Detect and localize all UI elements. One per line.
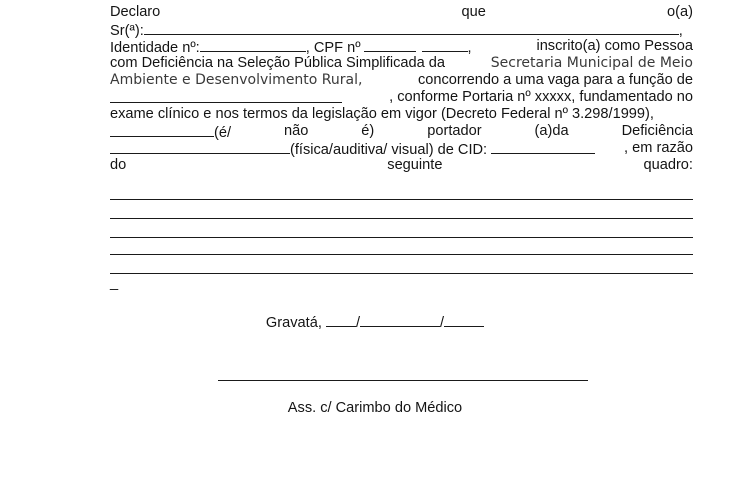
cpf-blank-2 bbox=[422, 38, 468, 52]
signature-line bbox=[218, 380, 588, 381]
date-sep-1: / bbox=[355, 315, 361, 331]
e-text: (é/ bbox=[214, 125, 232, 141]
fill-line-3 bbox=[110, 237, 693, 238]
trailing-underscore bbox=[110, 275, 693, 292]
tipo-blank bbox=[110, 140, 290, 154]
cpf-label: , CPF nº bbox=[305, 40, 361, 56]
day-blank bbox=[326, 313, 356, 327]
sr-label: Sr(ª): bbox=[110, 23, 144, 39]
cpf-blank-1 bbox=[364, 38, 416, 52]
declaration-line-9 bbox=[110, 140, 693, 157]
tipo-text: (física/auditiva/ visual) de CID: bbox=[290, 142, 488, 158]
signature-label: Ass. c/ Carimbo do Médico bbox=[287, 400, 463, 416]
portador-blank bbox=[110, 123, 214, 137]
concorrendo-text: concorrendo a uma vaga para a função de bbox=[417, 72, 693, 88]
selecao-text: com Deficiência na Seleção Pública Simplificada da bbox=[110, 55, 446, 71]
oa-text: o(a) bbox=[667, 4, 693, 20]
e-group bbox=[110, 123, 231, 140]
declaration-line-4 bbox=[110, 55, 693, 72]
declaration-line-1 bbox=[110, 4, 693, 21]
deficiencia-text: Deficiência bbox=[621, 123, 693, 139]
declaration-line-2 bbox=[110, 21, 693, 38]
declaration-line-8 bbox=[110, 123, 693, 140]
declaration-line-3 bbox=[110, 38, 693, 55]
identidade-blank bbox=[200, 38, 306, 52]
inscrito-text: inscrito(a) como Pessoa bbox=[536, 38, 693, 54]
razao-text: , em razão bbox=[624, 140, 693, 156]
do-text: do bbox=[110, 157, 127, 173]
funcao-blank bbox=[110, 89, 342, 103]
e-close-text: é) bbox=[361, 123, 375, 139]
declaro-text: Declaro bbox=[110, 4, 161, 20]
cid-blank bbox=[491, 140, 595, 154]
ambiente-text: Ambiente e Desenvolvimento Rural, bbox=[110, 72, 363, 88]
seguinte-text: seguinte bbox=[387, 157, 443, 173]
quadro-text: quadro: bbox=[643, 157, 693, 173]
portador-text: portador bbox=[427, 123, 482, 139]
comma: , bbox=[678, 23, 683, 39]
declaration-line-10 bbox=[110, 157, 693, 174]
ada-text: (a)da bbox=[534, 123, 569, 139]
fill-line-5 bbox=[110, 273, 693, 274]
month-blank bbox=[360, 313, 440, 327]
portaria-text: , conforme Portaria nº xxxxx, fundamentado no bbox=[389, 89, 693, 105]
place-date-line bbox=[0, 313, 750, 332]
secretaria-text: Secretaria Municipal de Meio bbox=[490, 55, 693, 71]
que-text: que bbox=[461, 4, 486, 20]
declaration-line-6 bbox=[110, 89, 693, 106]
legislacao-text: exame clínico e nos termos da legislação em vigor (Decreto Federal nº 3.298/1999), bbox=[110, 106, 654, 122]
name-blank bbox=[144, 21, 679, 35]
underscore-text: _ bbox=[110, 275, 119, 291]
date-sep-2: / bbox=[440, 315, 445, 331]
declaration-line-7 bbox=[110, 106, 693, 123]
city-text: Gravatá, bbox=[265, 315, 322, 331]
nao-text: não bbox=[283, 123, 309, 139]
cpf-comma: , bbox=[467, 40, 472, 56]
fill-line-2 bbox=[110, 218, 693, 219]
identidade-label: Identidade nº: bbox=[110, 40, 200, 56]
fill-line-4 bbox=[110, 254, 693, 255]
year-blank bbox=[444, 313, 484, 327]
declaration-line-5 bbox=[110, 72, 693, 89]
fill-line-1 bbox=[110, 199, 693, 200]
